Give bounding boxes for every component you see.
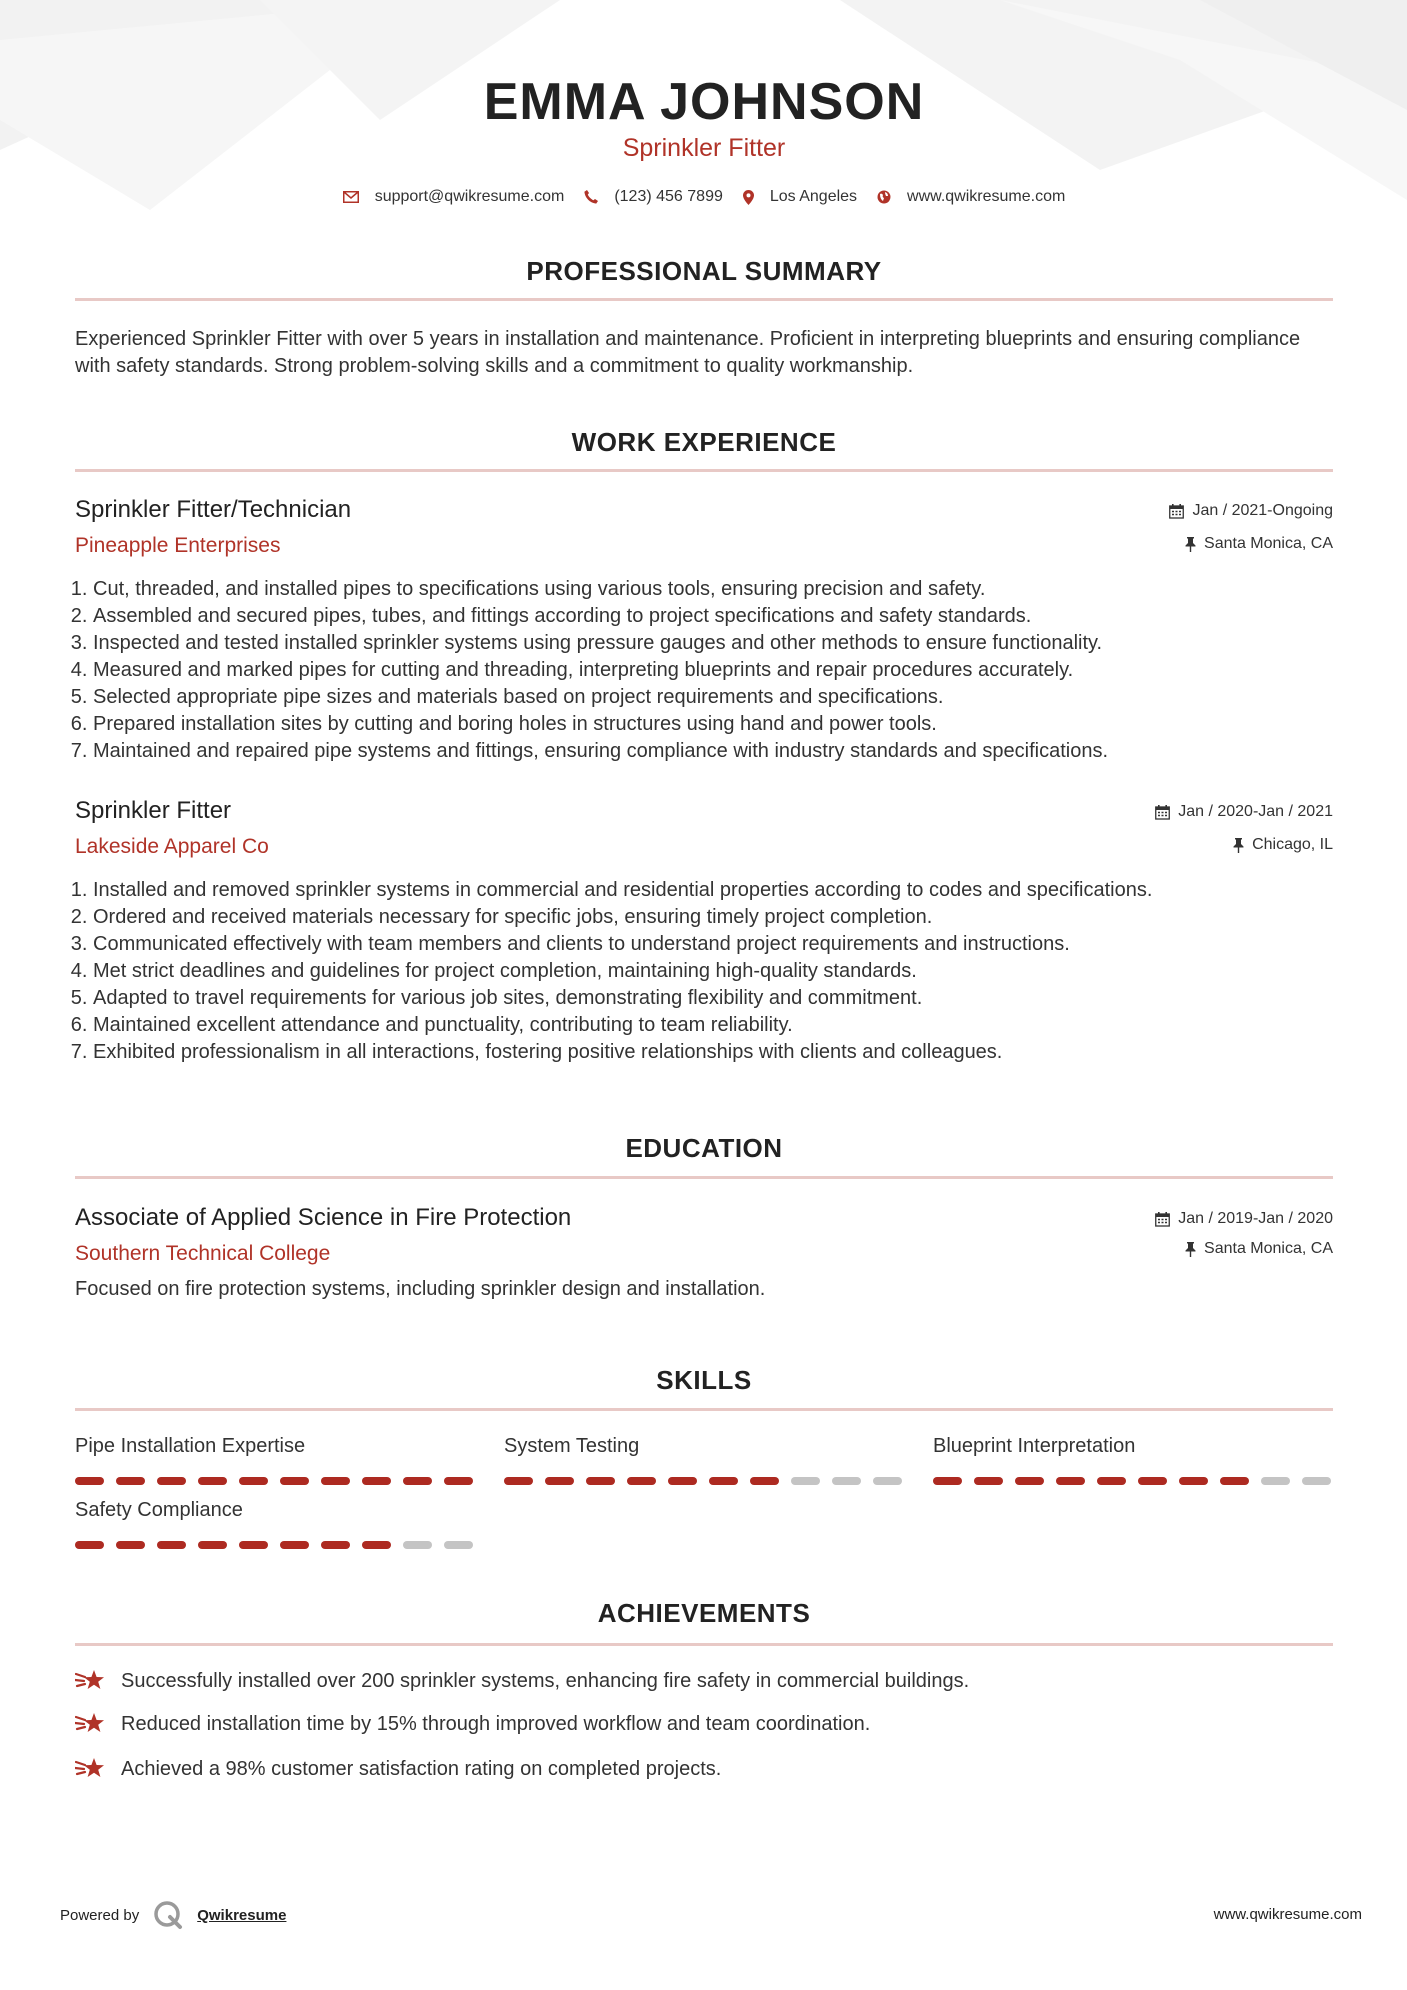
skill-level-segment — [157, 1477, 186, 1485]
qwikresume-link[interactable]: Qwikresume — [197, 1906, 287, 1924]
calendar-icon — [1169, 504, 1184, 519]
skill-level-segment — [403, 1541, 432, 1549]
skill-level-segment — [362, 1541, 391, 1549]
duty-item: 3. Communicated effectively with team members and clients to understand project requirements and instructions. — [93, 931, 1333, 958]
skills-divider — [75, 1408, 1333, 1411]
contact-phone-text: (123) 456 7899 — [614, 188, 723, 205]
contact-email[interactable] — [343, 188, 565, 206]
skill-item — [933, 1435, 1333, 1485]
footer-powered-by — [60, 1900, 286, 1930]
skill-level-segment — [873, 1477, 902, 1485]
skill-level-segment — [668, 1477, 697, 1485]
skill-level-segment — [750, 1477, 779, 1485]
achievement-item — [75, 1668, 969, 1694]
experience-divider — [75, 469, 1333, 472]
skill-level-segment — [321, 1541, 350, 1549]
duty-item: 1. Installed and removed sprinkler systems in commercial and residential properties according to codes and specifications. — [93, 877, 1333, 904]
skill-level-segment — [832, 1477, 861, 1485]
skill-level-segment — [1056, 1477, 1085, 1485]
achievement-text: Reduced installation time by 15% through improved workflow and team coordination. — [121, 1712, 871, 1735]
duty-item: 2. Ordered and received materials necessary for specific jobs, ensuring timely project completion. — [93, 904, 1333, 931]
skill-level-segment — [709, 1477, 738, 1485]
duty-item: 4. Measured and marked pipes for cutting and threading, interpreting blueprints and repair procedures accurately. — [93, 657, 1333, 684]
summary-heading: PROFESSIONAL SUMMARY — [526, 256, 882, 286]
achievement-text: Achieved a 98% customer satisfaction rating on completed projects. — [121, 1757, 722, 1780]
job-company: Lakeside Apparel Co — [75, 835, 269, 858]
skill-level-segment — [545, 1477, 574, 1485]
candidate-role: Sprinkler Fitter — [622, 134, 786, 162]
skill-level-segment — [403, 1477, 432, 1485]
job-date-text: Jan / 2020-Jan / 2021 — [1178, 803, 1333, 820]
footer-website[interactable]: www.qwikresume.com — [1213, 1906, 1362, 1923]
contact-location-text: Los Angeles — [769, 188, 858, 205]
skill-level-bar — [504, 1477, 904, 1485]
duty-item: 5. Adapted to travel requirements for various job sites, demonstrating flexibility and commitment. — [93, 985, 1333, 1012]
powered-by-label: Powered by — [60, 1906, 140, 1924]
contact-location — [743, 188, 857, 206]
job-date — [1155, 803, 1333, 821]
contact-phone[interactable] — [584, 188, 723, 206]
skill-level-segment — [444, 1477, 473, 1485]
skill-level-segment — [116, 1477, 145, 1485]
duty-item: 1. Cut, threaded, and installed pipes to specifications using various tools, ensuring precision and safety. — [93, 576, 1333, 603]
duty-item: 3. Inspected and tested installed sprinkler systems using pressure gauges and other methods to ensure functionality. — [93, 630, 1333, 657]
education-location-text: Santa Monica, CA — [1204, 1240, 1333, 1257]
shooting-star-icon — [75, 1668, 107, 1694]
job-location-text: Chicago, IL — [1252, 836, 1333, 853]
duty-item: 2. Assembled and secured pipes, tubes, and fittings according to project specifications and safety standards. — [93, 603, 1333, 630]
contact-website-text: www.qwikresume.com — [907, 188, 1066, 205]
skill-level-segment — [280, 1477, 309, 1485]
education-date-text: Jan / 2019-Jan / 2020 — [1178, 1210, 1333, 1227]
skill-level-segment — [586, 1477, 615, 1485]
map-marker-icon — [743, 190, 754, 205]
skill-level-segment — [75, 1541, 104, 1549]
calendar-icon — [1155, 1212, 1170, 1227]
skill-level-segment — [116, 1541, 145, 1549]
education-date — [1155, 1210, 1333, 1228]
skill-level-segment — [1220, 1477, 1249, 1485]
skill-level-segment — [791, 1477, 820, 1485]
education-location — [1185, 1240, 1333, 1258]
skills-heading: SKILLS — [656, 1365, 752, 1395]
skill-level-segment — [198, 1541, 227, 1549]
education-description: Focused on fire protection systems, including sprinkler design and installation. — [75, 1278, 766, 1300]
shooting-star-icon — [75, 1711, 107, 1737]
shooting-star-icon — [75, 1756, 107, 1782]
skill-level-segment — [1261, 1477, 1290, 1485]
skill-item — [504, 1435, 904, 1485]
job-date — [1169, 502, 1333, 520]
job-title: Sprinkler Fitter — [75, 797, 232, 824]
skill-level-segment — [75, 1477, 104, 1485]
contact-bar — [75, 188, 1333, 206]
contact-website[interactable] — [877, 188, 1065, 206]
job-title: Sprinkler Fitter/Technician — [75, 496, 352, 523]
skill-level-segment — [239, 1477, 268, 1485]
duty-item: 7. Maintained and repaired pipe systems and fittings, ensuring compliance with industry standards and specifications. — [93, 738, 1333, 765]
duty-item: 4. Met strict deadlines and guidelines for project completion, maintaining high-quality standards. — [93, 958, 1333, 985]
skill-level-segment — [1302, 1477, 1331, 1485]
experience-heading: WORK EXPERIENCE — [571, 427, 837, 457]
skill-level-segment — [239, 1541, 268, 1549]
duty-item: 6. Prepared installation sites by cutting and boring holes in structures using hand and power tools. — [93, 711, 1333, 738]
job-date-text: Jan / 2021-Ongoing — [1192, 502, 1333, 519]
job-duties-list — [75, 877, 1333, 1066]
duty-item: 5. Selected appropriate pipe sizes and materials based on project requirements and specifications. — [93, 684, 1333, 711]
qwikresume-logo-icon — [153, 1900, 183, 1930]
skill-level-segment — [444, 1541, 473, 1549]
skill-level-bar — [75, 1477, 475, 1485]
achievement-text: Successfully installed over 200 sprinkler systems, enhancing fire safety in commercial buildings. — [121, 1669, 970, 1692]
skill-level-segment — [321, 1477, 350, 1485]
skill-level-segment — [504, 1477, 533, 1485]
education-heading: EDUCATION — [625, 1133, 783, 1163]
pushpin-icon — [1233, 838, 1244, 853]
skill-level-segment — [1179, 1477, 1208, 1485]
skill-name: Safety Compliance — [75, 1499, 243, 1521]
skill-level-segment — [1138, 1477, 1167, 1485]
skill-name: Blueprint Interpretation — [933, 1435, 1136, 1457]
achievements-divider — [75, 1643, 1333, 1646]
achievement-item — [75, 1756, 721, 1782]
skill-name: System Testing — [504, 1435, 640, 1457]
skill-level-bar — [75, 1541, 475, 1549]
envelope-icon — [343, 191, 359, 203]
skill-level-segment — [974, 1477, 1003, 1485]
job-location — [1233, 836, 1333, 854]
skill-level-bar — [933, 1477, 1333, 1485]
skill-level-segment — [157, 1541, 186, 1549]
education-degree: Associate of Applied Science in Fire Protection — [75, 1204, 572, 1231]
summary-divider — [75, 298, 1333, 301]
globe-icon — [877, 190, 891, 204]
job-location-text: Santa Monica, CA — [1204, 535, 1333, 552]
skill-level-segment — [198, 1477, 227, 1485]
duty-item: 7. Exhibited professionalism in all interactions, fostering positive relationships with clients and colleagues. — [93, 1039, 1333, 1066]
skill-name: Pipe Installation Expertise — [75, 1435, 306, 1457]
skill-level-segment — [1015, 1477, 1044, 1485]
skill-level-segment — [362, 1477, 391, 1485]
skill-level-segment — [1097, 1477, 1126, 1485]
achievement-item — [75, 1711, 870, 1737]
skill-level-segment — [280, 1541, 309, 1549]
pushpin-icon — [1185, 1242, 1196, 1257]
candidate-name: EMMA JOHNSON — [483, 73, 925, 131]
pushpin-icon — [1185, 537, 1196, 552]
job-duties-list — [75, 576, 1333, 765]
skill-level-segment — [627, 1477, 656, 1485]
summary-text: Experienced Sprinkler Fitter with over 5 years in installation and maintenance. Proficient in interpreting blueprints and ensuring compliance with safety standards. Strong problem-solving skills and a commitment to quality workmanship. — [75, 328, 1301, 377]
skill-level-segment — [933, 1477, 962, 1485]
skill-item — [75, 1499, 475, 1549]
phone-icon — [584, 190, 598, 204]
achievements-heading: ACHIEVEMENTS — [597, 1598, 811, 1628]
education-divider — [75, 1176, 1333, 1179]
job-company: Pineapple Enterprises — [75, 534, 281, 557]
contact-email-text: support@qwikresume.com — [374, 188, 565, 205]
job-location — [1185, 535, 1333, 553]
skill-item — [75, 1435, 475, 1485]
duty-item: 6. Maintained excellent attendance and punctuality, contributing to team reliability. — [93, 1012, 1333, 1039]
calendar-icon — [1155, 805, 1170, 820]
education-school: Southern Technical College — [75, 1242, 331, 1265]
